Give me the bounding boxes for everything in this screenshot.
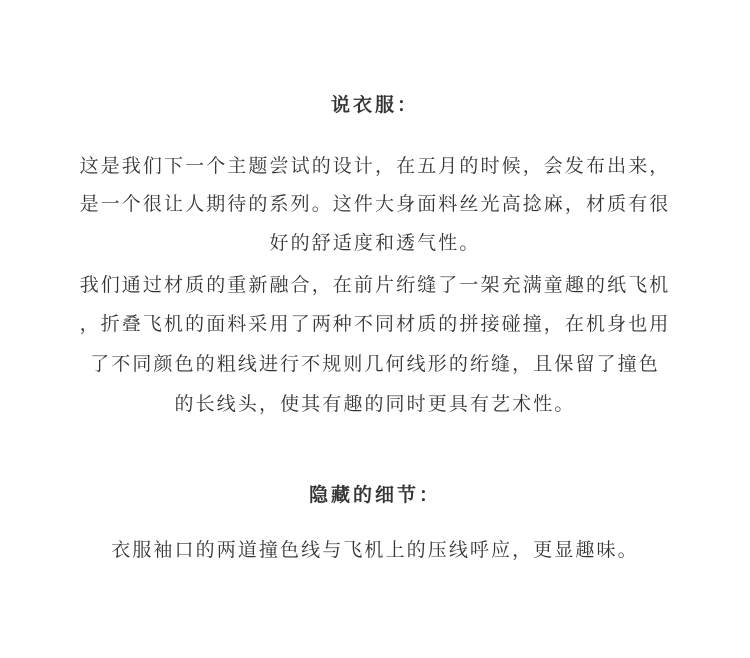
text-line: 了不同颜色的粗线进行不规则几何线形的绗缝，且保留了撞色 (90, 353, 660, 375)
section-title-hidden-details: 隐藏的细节： (308, 484, 441, 506)
text-line: 这是我们下一个主题尝试的设计，在五月的时候，会发布出来， (79, 155, 671, 177)
text-line: 好的舒适度和透气性。 (269, 232, 481, 254)
text-line: 我们通过材质的重新融合，在前片绗缝了一架充满童趣的纸飞机 (79, 274, 671, 296)
text-line: 衣服袖口的两道撞色线与飞机上的压线呼应，更显趣味。 (111, 539, 639, 561)
text-line: 的长线头，使其有趣的同时更具有艺术性。 (174, 393, 576, 415)
section-title-clothing: 说衣服： (330, 94, 419, 116)
text-line: ，折叠飞机的面料采用了两种不同材质的拼接碰撞，在机身也用 (79, 313, 671, 335)
text-line: 是一个很让人期待的系列。这件大身面料丝光高捻麻，材质有很 (79, 193, 671, 215)
